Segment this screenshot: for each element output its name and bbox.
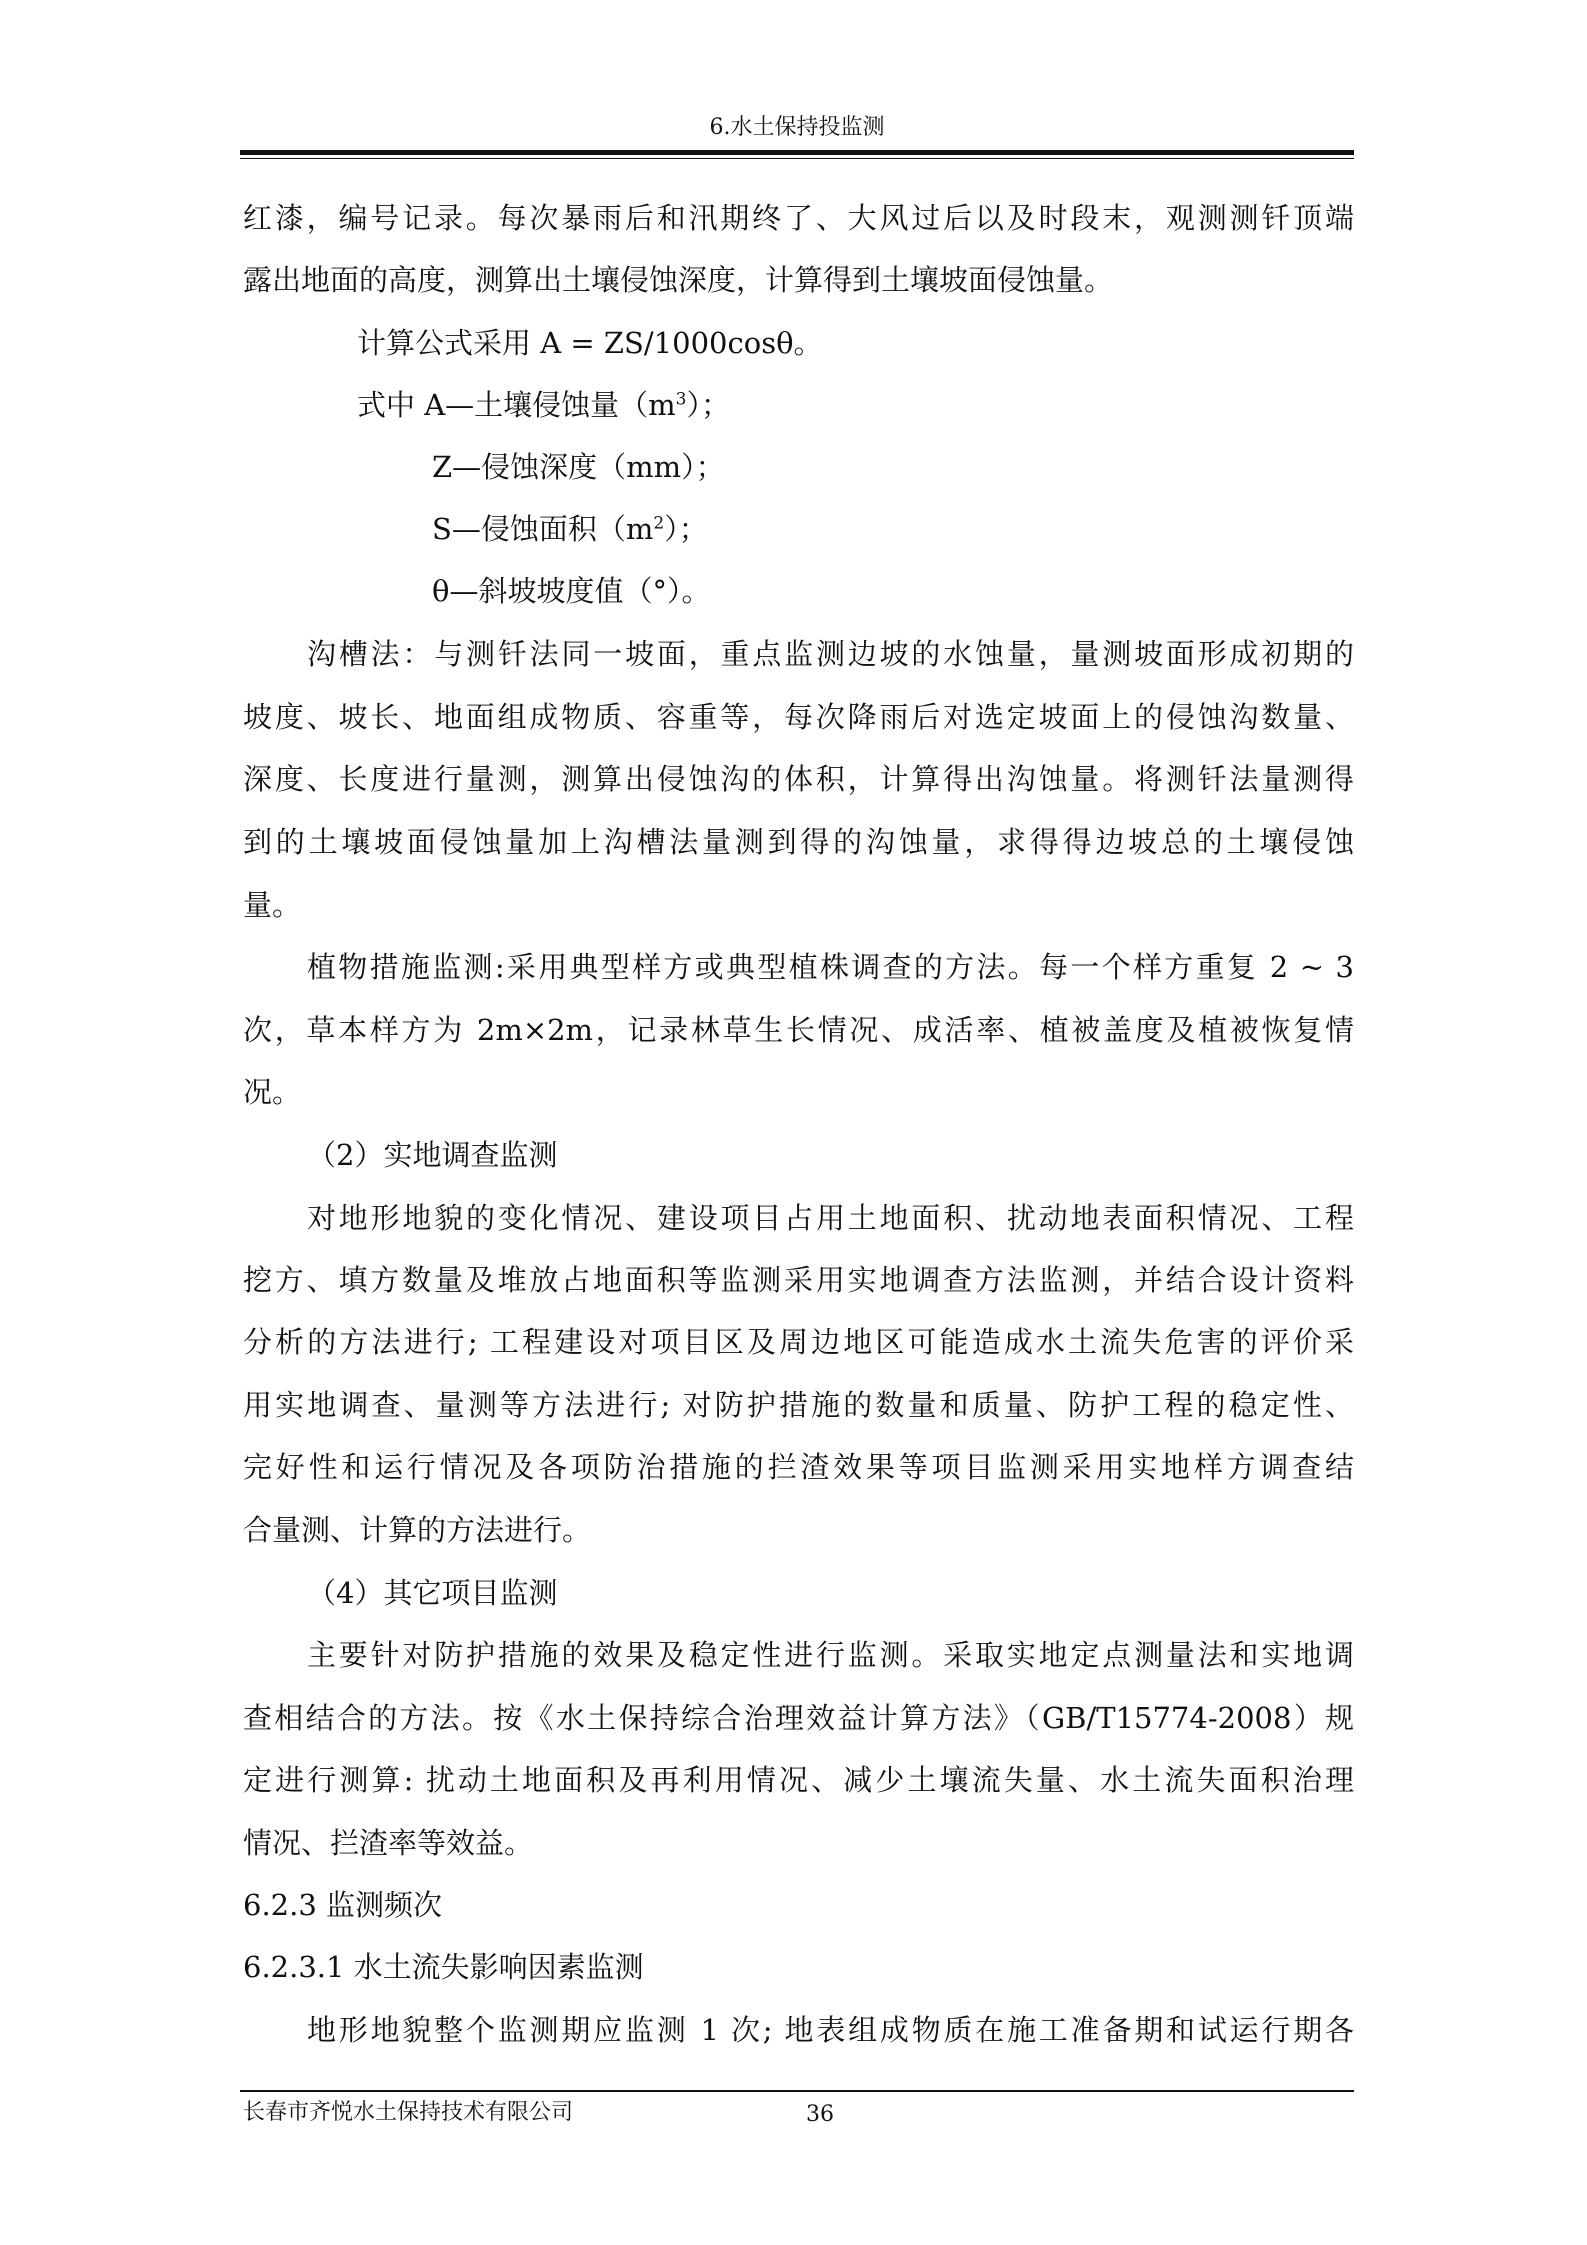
formula-var-a-suffix: ）； <box>686 388 731 422</box>
formula-var-s <box>432 509 1354 549</box>
footer-rule <box>240 2090 1354 2092</box>
subheading-field-survey: （2）实地调查监测 <box>307 1138 558 1172</box>
formula-var-a <box>357 385 1354 425</box>
page-header-title: 6.水土保持投监测 <box>709 115 885 140</box>
formula-var-s-text: S—侵蚀面积（m <box>432 512 654 546</box>
formula-var-s-suffix: ）； <box>664 512 708 546</box>
paragraph-line: 对地形地貌的变化情况、建设项目占用土地面积、扰动地表面积情况、工程 <box>307 1201 1354 1235</box>
paragraph-line: 地形地貌整个监测期应监测 1 次; 地表组成物质在施工准备期和试运行期各 <box>307 2013 1354 2047</box>
header-rule-thin <box>240 158 1354 159</box>
paragraph-line: 红漆，编号记录。每次暴雨后和汛期终了、大风过后以及时段末，观测测钎顶端 <box>243 201 1354 235</box>
paragraph-line: 坡度、坡长、地面组成物质、容重等，每次降雨后对选定坡面上的侵蚀沟数量、 <box>243 700 1354 734</box>
paragraph-line: 情况、拦渣率等效益。 <box>243 1826 534 1860</box>
paragraph-line: 合量测、计算的方法进行。 <box>243 1513 592 1547</box>
paragraph-line: 分析的方法进行; 工程建设对项目区及周边地区可能造成水土流失危害的评价采 <box>243 1325 1354 1359</box>
subheading-other-items: （4）其它项目监测 <box>307 1576 558 1610</box>
paragraph-line: 定进行测算: 扰动土地面积及再利用情况、减少土壤流失量、水土流失面积治理 <box>243 1763 1354 1797</box>
paragraph-line: 到的土壤坡面侵蚀量加上沟槽法量测到得的沟蚀量，求得得边坡总的土壤侵蚀 <box>243 825 1354 859</box>
formula-intro: 计算公式采用 A = ZS/1000cosθ。 <box>357 326 823 360</box>
paragraph-line: 用实地调查、量测等方法进行; 对防护措施的数量和质量、防护工程的稳定性、 <box>243 1388 1354 1422</box>
paragraph-line: 主要针对防护措施的效果及稳定性进行监测。采取实地定点测量法和实地调 <box>307 1638 1354 1672</box>
formula-var-s-sup: 2 <box>653 513 665 534</box>
page-number: 36 <box>806 2102 834 2127</box>
paragraph-line: 挖方、填方数量及堆放占地面积等监测采用实地调查方法监测，并结合设计资料 <box>243 1263 1354 1297</box>
formula-var-a-text: 式中 A—土壤侵蚀量（m <box>357 388 676 422</box>
section-heading-6-2-3-1: 6.2.3.1 水土流失影响因素监测 <box>243 1950 644 1984</box>
paragraph-line: 露出地面的高度，测算出土壤侵蚀深度，计算得到土壤坡面侵蚀量。 <box>243 263 1114 297</box>
section-heading-6-2-3: 6.2.3 监测频次 <box>243 1888 443 1922</box>
paragraph-line: 况。 <box>243 1075 302 1109</box>
paragraph-line: 次，草本样方为 2m×2m，记录林草生长情况、成活率、植被盖度及植被恢复情 <box>243 1013 1354 1047</box>
footer-company: 长春市齐悦水土保持技术有限公司 <box>243 2100 574 2125</box>
formula-var-theta: θ—斜坡坡度值（°）。 <box>432 574 711 608</box>
paragraph-line: 完好性和运行情况及各项防治措施的拦渣效果等项目监测采用实地样方调查结 <box>243 1450 1354 1484</box>
formula-var-a-sup: 3 <box>675 389 687 410</box>
paragraph-line: 植物措施监测:采用典型样方或典型植株调查的方法。每一个样方重复 2 ~ 3 <box>307 950 1354 984</box>
paragraph-line: 量。 <box>243 888 302 922</box>
formula-var-z: Z—侵蚀深度（mm）； <box>432 450 725 484</box>
paragraph-line: 深度、长度进行量测，测算出侵蚀沟的体积，计算得出沟蚀量。将测钎法量测得 <box>243 762 1354 796</box>
paragraph-line: 查相结合的方法。按《水土保持综合治理效益计算方法》（GB/T15774-2008）规 <box>243 1701 1354 1735</box>
paragraph-line: 沟槽法：与测钎法同一坡面，重点监测边坡的水蚀量，量测坡面形成初期的 <box>307 637 1354 671</box>
header-rule-thick <box>240 150 1354 155</box>
